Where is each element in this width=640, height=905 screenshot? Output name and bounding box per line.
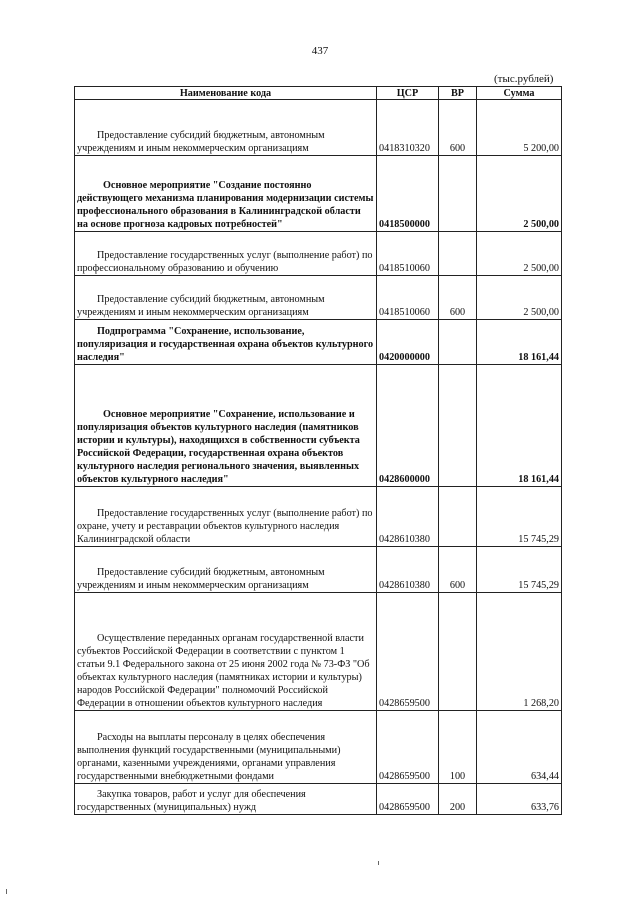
row-sum: 15 745,29: [477, 487, 562, 547]
row-csr: 0428610380: [377, 487, 439, 547]
row-vr: [439, 365, 477, 487]
header-csr: ЦСР: [377, 87, 439, 100]
scan-mark: [6, 889, 7, 894]
row-csr: 0428659500: [377, 784, 439, 815]
table-header-row: [75, 87, 562, 100]
row-name: Предоставление субсидий бюджетным, автономным учреждениям и иным некоммерческим организациям: [75, 547, 377, 593]
row-vr: [439, 232, 477, 276]
row-csr: 0418510060: [377, 232, 439, 276]
header-name: Наименование кода: [75, 87, 377, 100]
table-row: [75, 711, 562, 784]
row-sum: 2 500,00: [477, 232, 562, 276]
row-sum: 2 500,00: [477, 276, 562, 320]
row-vr: [439, 156, 477, 232]
row-name: Предоставление субсидий бюджетным, автономным учреждениям и иным некоммерческим организациям: [75, 100, 377, 156]
row-sum: 5 200,00: [477, 100, 562, 156]
row-name: Закупка товаров, работ и услуг для обеспечения государственных (муниципальных) нужд: [75, 784, 377, 815]
table-row: [75, 487, 562, 547]
row-csr: 0428610380: [377, 547, 439, 593]
row-name: Расходы на выплаты персоналу в целях обеспечения выполнения функций государственными (муниципальными) органами, казенными учреждениями, органами управления государственными внебюджетными фондами: [75, 711, 377, 784]
row-name: Основное мероприятие "Создание постоянно действующего механизма планирования модернизации системы профессионального образования в Калининградской области на основе прогноза кадровых потребностей": [75, 156, 377, 232]
row-vr: 100: [439, 711, 477, 784]
table-row: [75, 320, 562, 365]
row-name: Подпрограмма "Сохранение, использование, популяризация и государственная охрана объектов культурного наследия": [75, 320, 377, 365]
row-sum: 18 161,44: [477, 365, 562, 487]
row-vr: [439, 593, 477, 711]
row-csr: 0418510060: [377, 276, 439, 320]
scan-mark: [378, 861, 379, 865]
row-sum: 18 161,44: [477, 320, 562, 365]
row-vr: 600: [439, 100, 477, 156]
row-csr: 0420000000: [377, 320, 439, 365]
row-sum: 633,76: [477, 784, 562, 815]
table-row: [75, 784, 562, 815]
row-vr: 600: [439, 547, 477, 593]
table-row: [75, 232, 562, 276]
budget-table: [74, 86, 562, 815]
row-name: Основное мероприятие "Сохранение, использование и популяризация объектов культурного наследия (памятников истории и культуры), находящихся в собственности субъекта Российской Федерации, государственная охрана объектов культурного наследия регионального значения, выявленных объектов культурного наследия": [75, 365, 377, 487]
row-sum: 15 745,29: [477, 547, 562, 593]
row-vr: 200: [439, 784, 477, 815]
row-vr: [439, 320, 477, 365]
header-vr: ВР: [439, 87, 477, 100]
units-label: (тыс.рублей): [494, 73, 554, 85]
row-name: Предоставление субсидий бюджетным, автономным учреждениям и иным некоммерческим организациям: [75, 276, 377, 320]
row-csr: 0418310320: [377, 100, 439, 156]
row-name: Предоставление государственных услуг (выполнение работ) по профессиональному образованию и обучению: [75, 232, 377, 276]
row-csr: 0428600000: [377, 365, 439, 487]
row-name: Осуществление переданных органам государственной власти субъектов Российской Федерации в соответствии с пунктом 1 статьи 9.1 Федерального закона от 25 июня 2002 года № 73-ФЗ "Об объектах культурного наследия (памятниках истории и культуры) народов Российской Федерации" полномочий Российской Федерации в отношении объектов культурного наследия: [75, 593, 377, 711]
table-row: [75, 547, 562, 593]
table-row: [75, 593, 562, 711]
table-row: [75, 365, 562, 487]
row-sum: 2 500,00: [477, 156, 562, 232]
table-row: [75, 276, 562, 320]
row-csr: 0428659500: [377, 711, 439, 784]
row-csr: 0418500000: [377, 156, 439, 232]
page-number: 437: [311, 45, 329, 57]
header-sum: Сумма: [477, 87, 562, 100]
row-vr: [439, 487, 477, 547]
row-sum: 634,44: [477, 711, 562, 784]
table-row: [75, 100, 562, 156]
row-vr: 600: [439, 276, 477, 320]
row-sum: 1 268,20: [477, 593, 562, 711]
row-name: Предоставление государственных услуг (выполнение работ) по охране, учету и реставрации объектов культурного наследия Калининградской области: [75, 487, 377, 547]
table-row: [75, 156, 562, 232]
row-csr: 0428659500: [377, 593, 439, 711]
